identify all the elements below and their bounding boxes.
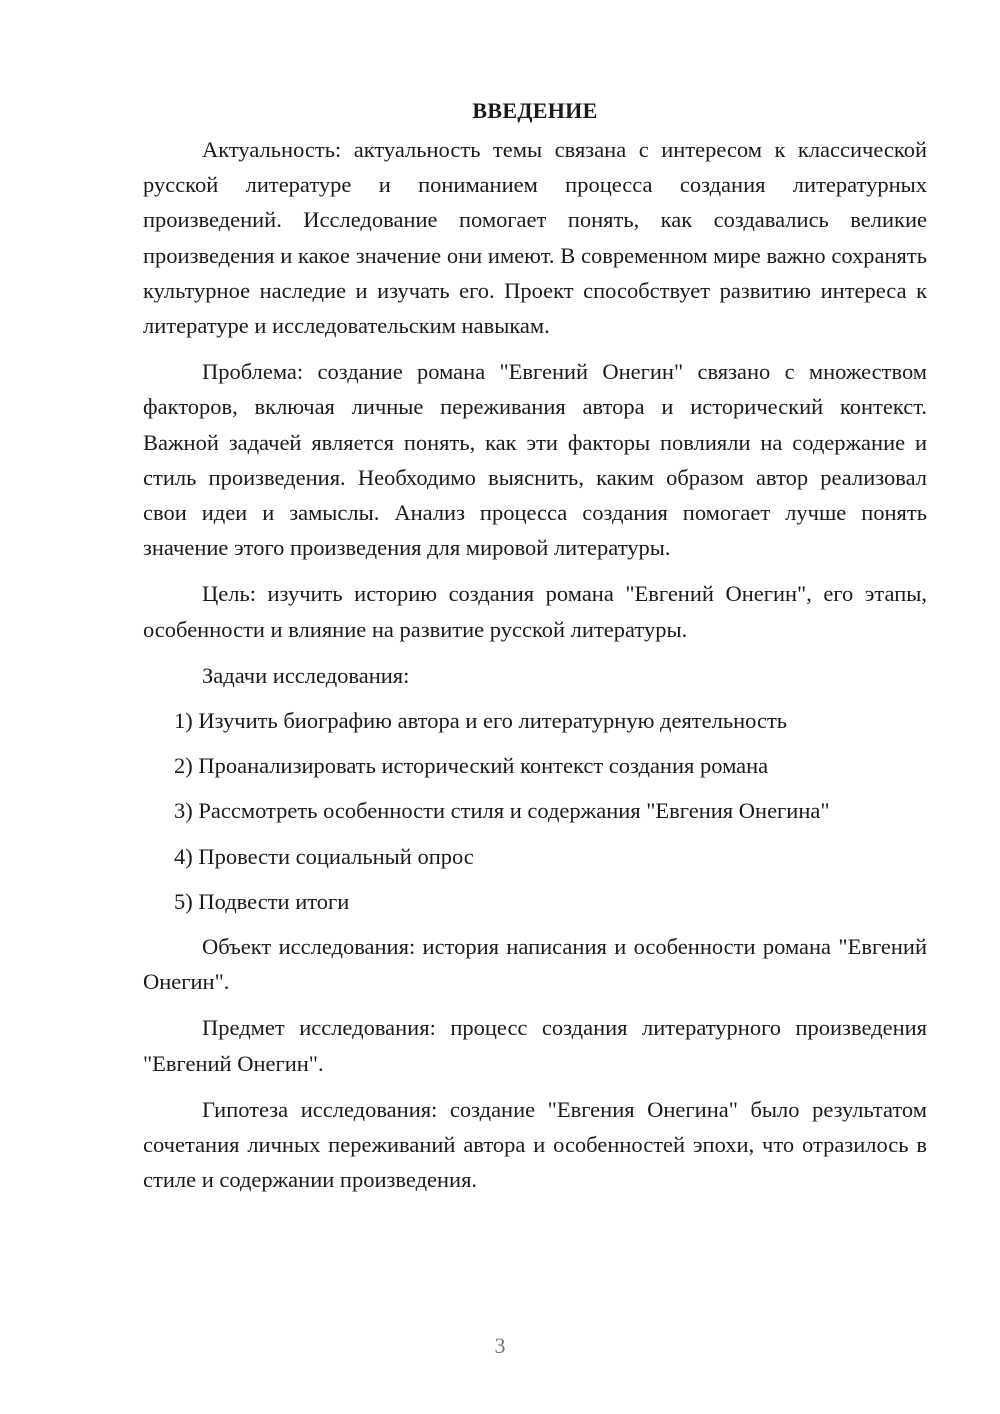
goal-paragraph: Цель: изучить историю создания романа "Евгений Онегин", его этапы, особенности и влияние на развитие русской литературы. — [143, 581, 927, 642]
tasks-list — [143, 703, 927, 919]
subject-paragraph: Предмет исследования: процесс создания литературного произведения "Евгений Онегин". — [143, 1015, 927, 1076]
task-item: 5) Подвести итоги — [174, 888, 350, 914]
page-number: 3 — [494, 1333, 506, 1358]
task-item: 4) Провести социальный опрос — [174, 843, 474, 869]
tasks-heading: Задачи исследования: — [202, 662, 410, 688]
relevance-paragraph: Актуальность: актуальность темы связана с интересом к классической русской литературе и пониманием процесса создания литературных произведений. Исследование помогает понять, как создавались великие произведения и какое значение они имеют. В современном мире важно сохранять культурное наследие и изучать его. Проект способствует развитию интереса к литературе и исследовательским навыкам. — [143, 137, 927, 339]
object-paragraph: Объект исследования: история написания и особенности романа "Евгений Онегин". — [143, 934, 927, 995]
task-item: 3) Рассмотреть особенности стиля и содержания "Евгения Онегина" — [174, 798, 830, 824]
hypothesis-paragraph: Гипотеза исследования: создание "Евгения Онегина" было результатом сочетания личных переживаний автора и особенностей эпохи, что отразилось в стиле и содержании произведения. — [143, 1096, 927, 1193]
task-item: 2) Проанализировать исторический контекст создания романа — [174, 753, 769, 779]
page-title: ВВЕДЕНИЕ — [472, 98, 598, 123]
document-page — [143, 96, 927, 1208]
problem-paragraph: Проблема: создание романа "Евгений Онегин" связано с множеством факторов, включая личные переживания автора и исторический контекст. Важной задачей является понять, как эти факторы повлияли на содержание и стиль произведения. Необходимо выяснить, каким образом автор реализовал свои идеи и замыслы. Анализ процесса создания помогает лучше понять значение этого произведения для мировой литературы. — [143, 359, 927, 561]
task-item: 1) Изучить биографию автора и его литературную деятельность — [174, 708, 788, 734]
